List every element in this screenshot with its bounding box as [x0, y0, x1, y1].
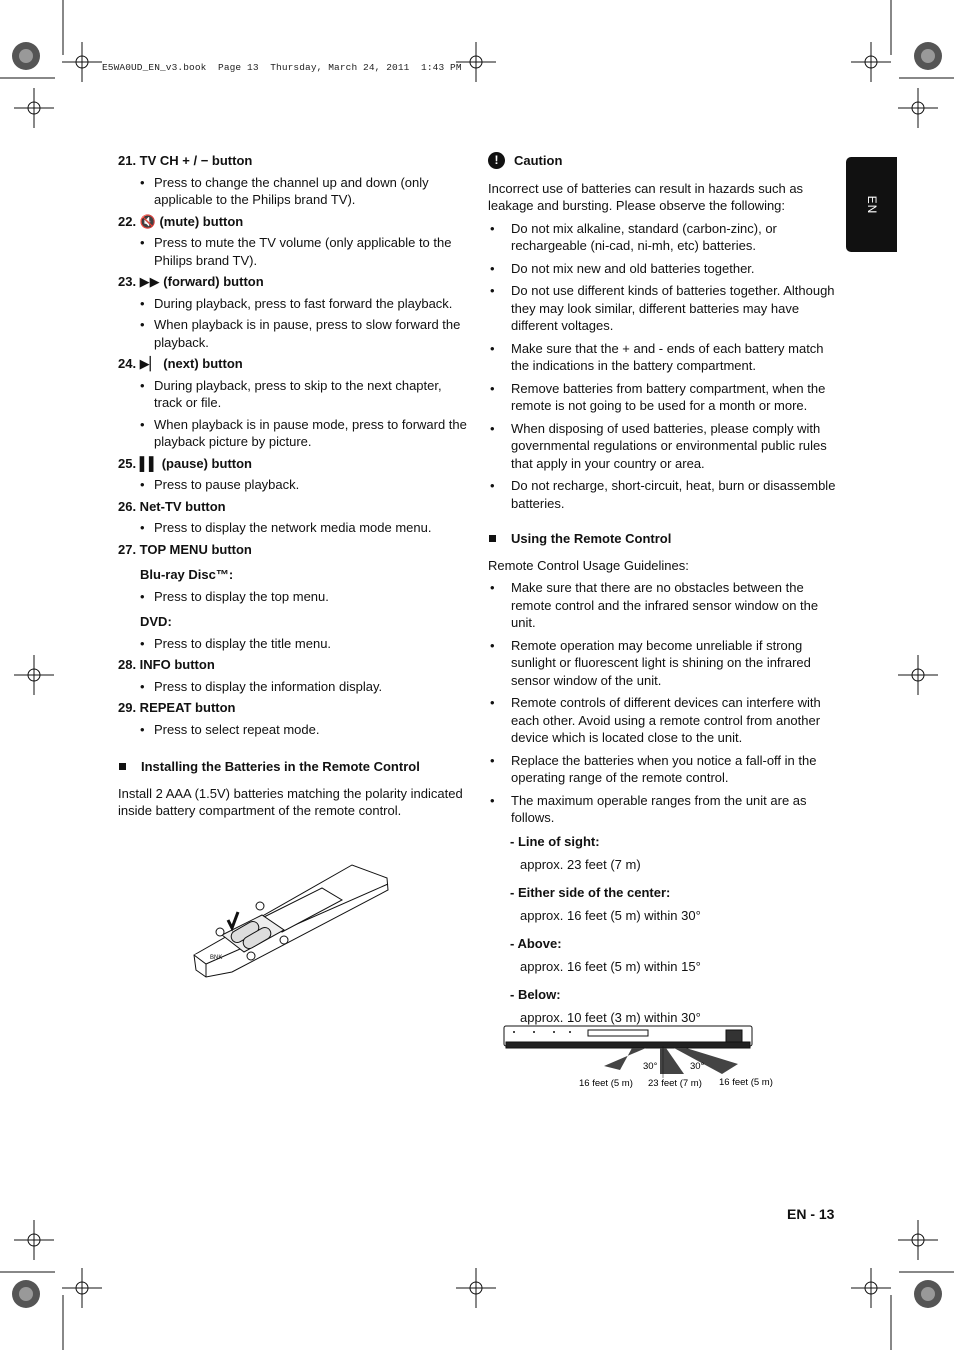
left-column [118, 152, 468, 825]
bullet-item: • Press to pause playback. [118, 476, 468, 494]
item-heading: 28. INFO button [118, 657, 215, 672]
item-heading: 29. REPEAT button [118, 700, 236, 715]
remote-intro: Remote Control Usage Guidelines: [488, 557, 689, 573]
list-item [118, 498, 468, 537]
bullet-item: • The maximum operable ranges from the unit are as follows. [488, 792, 838, 827]
language-tab [846, 157, 897, 252]
range-label: - Either side of the center: [510, 884, 671, 900]
bullet-item: • Do not recharge, short-circuit, heat, burn or disassemble batteries. [488, 477, 838, 512]
page-number: EN - 13 [787, 1206, 835, 1222]
distance-right-label: 16 feet (5 m) [719, 1077, 773, 1088]
angle-right-label: 30° [690, 1061, 705, 1072]
remote-battery-illustration [192, 860, 392, 985]
svg-text:BNK: BNK [210, 955, 223, 961]
range-value: approx. 23 feet (7 m) [520, 857, 641, 872]
range-label: - Above: [510, 935, 562, 951]
item-heading: 25. ▌▌ (pause) button [118, 455, 252, 471]
bullet-item: • When playback is in pause mode, press to forward the playback picture by picture. [118, 416, 468, 451]
remote-heading: Using the Remote Control [488, 530, 838, 548]
bullet-item: • Press to mute the TV volume (only applicable to the Philips brand TV). [118, 234, 468, 269]
bullet-item: • Make sure that there are no obstacles between the remote control and the infrared sensor window on the unit. [488, 579, 838, 632]
bullet-item: • Remote controls of different devices can interfere with each other. Avoid using a remote control from another device which is located close to the unit. [488, 694, 838, 747]
list-item [118, 355, 468, 451]
install-heading: Installing the Batteries in the Remote Control [118, 758, 468, 776]
list-item [118, 152, 468, 209]
bullet-item: • Press to change the channel up and down (only applicable to the Philips brand TV). [118, 174, 468, 209]
bullet-item: • Press to display the title menu. [118, 635, 468, 653]
distance-left-label: 16 feet (5 m) [579, 1078, 633, 1089]
range-label: - Line of sight: [510, 833, 600, 849]
bullet-item: • Replace the batteries when you notice a fall-off in the operating range of the remote control. [488, 752, 838, 787]
item-heading: 24. ▶▏ (next) button [118, 356, 243, 371]
bullet-item: • When playback is in pause, press to slow forward the playback. [118, 316, 468, 351]
bullet-item: • During playback, press to fast forward the playback. [118, 295, 468, 313]
list-item [118, 213, 468, 270]
range-value: approx. 16 feet (5 m) within 30° [520, 908, 701, 923]
bullet-item: • Press to display the network media mode menu. [118, 519, 468, 537]
list-item [118, 273, 468, 351]
bullet-item: • Remote operation may become unreliable if strong sunlight or fluorescent light is shining on the infrared sensor window of the unit. [488, 637, 838, 690]
range-value: approx. 10 feet (3 m) within 30° [520, 1010, 701, 1025]
bullet-item: • Press to display the information display. [118, 678, 468, 696]
caution-heading: Caution [514, 153, 563, 168]
bullet-item: • Press to select repeat mode. [118, 721, 468, 739]
bluray-label: Blu-ray Disc™: [140, 567, 234, 582]
bullet-item: • Press to display the top menu. [118, 588, 468, 606]
item-heading: 26. Net-TV button [118, 498, 226, 514]
bullet-item: • Remove batteries from battery compartment, when the remote is not going to be used for a month or more. [488, 380, 838, 415]
bullet-item: • Do not use different kinds of batteries together. Although they may look similar, different batteries may have different voltages. [488, 282, 838, 335]
range-value: approx. 16 feet (5 m) within 15° [520, 959, 701, 974]
exclamation-icon: ! [488, 152, 505, 169]
print-header: E5WA0UD_EN_v3.book Page 13 Thursday, March 24, 2011 1:43 PM [102, 62, 462, 73]
caution-intro: Incorrect use of batteries can result in hazards such as leakage and bursting. Please observe the following: [488, 180, 804, 213]
bullet-item: • Do not mix alkaline, standard (carbon-zinc), or rechargeable (ni-cad, ni-mh, etc) batteries. [488, 220, 838, 255]
item-heading: 27. TOP MENU button [118, 541, 252, 557]
item-heading: 22. 🔇 (mute) button [118, 213, 244, 229]
caution-heading-row [488, 152, 838, 170]
right-column [488, 152, 838, 1037]
angle-left-label: 30° [643, 1061, 658, 1072]
item-heading: 23. ▶▶ (forward) button [118, 274, 264, 289]
range-diagram [500, 1022, 773, 1092]
bullet-item: • When disposing of used batteries, please comply with governmental regulations or environmental public rules that apply in your country or area. [488, 420, 838, 473]
distance-center-label: 23 feet (7 m) [648, 1078, 702, 1089]
bullet-item: • During playback, press to skip to the next chapter, track or file. [118, 377, 468, 412]
language-tab-label: EN [864, 195, 879, 214]
bullet-item: • Make sure that the + and - ends of each battery match the indications in the battery compartment. [488, 340, 838, 375]
top-menu-section [118, 541, 468, 653]
list-item [118, 455, 468, 494]
range-label: - Below: [510, 986, 561, 1002]
dvd-label: DVD: [140, 614, 172, 629]
install-text: Install 2 AAA (1.5V) batteries matching the polarity indicated inside battery compartment of the remote control. [118, 785, 463, 818]
list-item [118, 699, 468, 738]
bullet-item: • Do not mix new and old batteries together. [488, 260, 838, 278]
list-item [118, 656, 468, 695]
item-heading: 21. TV CH + / − button [118, 153, 253, 168]
